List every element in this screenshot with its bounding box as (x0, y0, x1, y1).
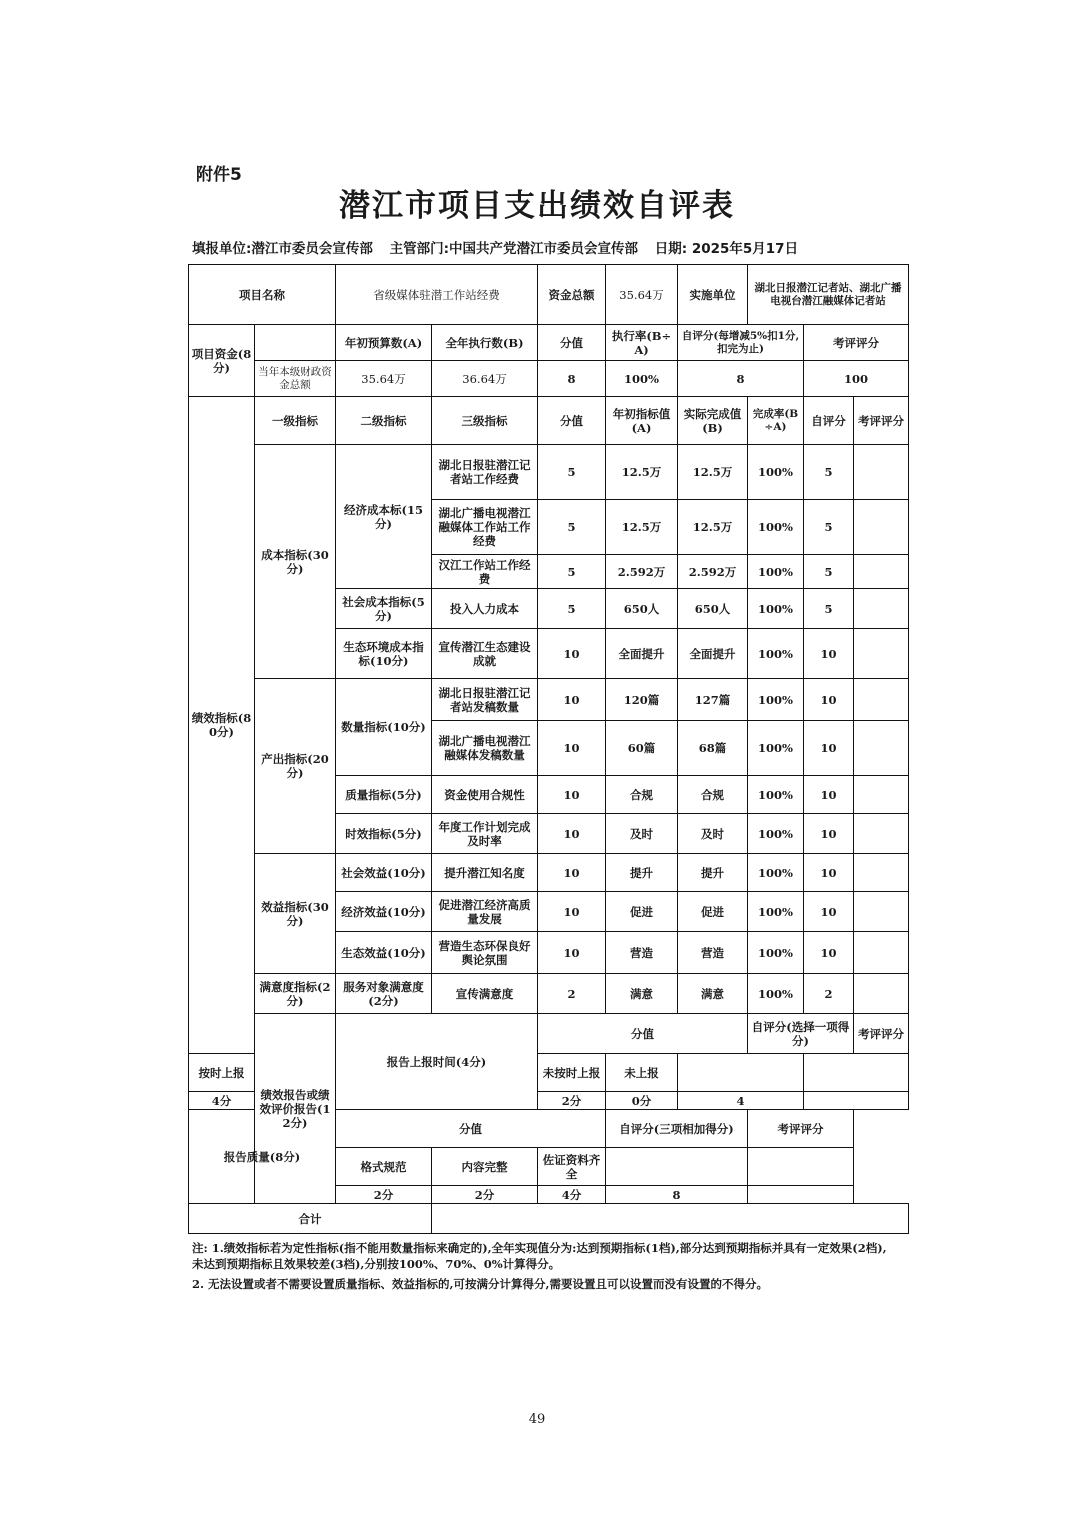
self-cell: 10 (804, 721, 854, 776)
l1-output: 产出指标(20分) (255, 679, 336, 854)
score-cell: 10 (538, 776, 606, 814)
l2-econ-benefit: 经济效益(10分) (336, 892, 432, 932)
total-funds-value: 35.64万 (606, 265, 678, 325)
pts-on-time: 4分 (189, 1092, 255, 1110)
self-cell: 5 (804, 589, 854, 629)
target-cell: 60篇 (606, 721, 678, 776)
opt-late: 未按时上报 (538, 1054, 606, 1092)
l2-social-cost: 社会成本指标(5分) (336, 589, 432, 629)
score-cell: 5 (538, 555, 606, 589)
funds-row-label: 当年本级财政资金总额 (255, 361, 336, 397)
l3-cell: 湖北日报驻潜江记者站发稿数量 (432, 679, 538, 721)
report-quality-label: 报告质量(8分) (189, 1110, 336, 1204)
actual-cell: 12.5万 (678, 500, 748, 555)
target-cell: 提升 (606, 854, 678, 892)
funds-blank (255, 325, 336, 361)
funds-label: 项目资金(8分) (189, 325, 255, 397)
actual-cell: 营造 (678, 932, 748, 974)
funds-header-row (189, 325, 909, 361)
funds-rate: 100% (606, 361, 678, 397)
opt-on-time: 按时上报 (189, 1054, 255, 1092)
report-label: 绩效报告或绩效评价报告(12分) (255, 1014, 336, 1204)
target-cell: 2.592万 (606, 555, 678, 589)
quality-score-label: 分值 (336, 1110, 606, 1148)
l2-eco-cost: 生态环境成本指标(10分) (336, 629, 432, 679)
rate-cell: 100% (748, 589, 804, 629)
pts-format: 2分 (336, 1186, 432, 1204)
table-row (189, 679, 909, 721)
actual-cell: 满意 (678, 974, 748, 1014)
total-row (189, 1204, 909, 1234)
pts-late: 2分 (538, 1092, 606, 1110)
rate-cell: 100% (748, 445, 804, 500)
review-cell (854, 445, 909, 500)
rate-cell: 100% (748, 679, 804, 721)
l1-cost: 成本指标(30分) (255, 445, 336, 679)
target-cell: 120篇 (606, 679, 678, 721)
l1-benefit: 效益指标(30分) (255, 854, 336, 974)
actual-cell: 促进 (678, 892, 748, 932)
rate-cell: 100% (748, 974, 804, 1014)
perf-label: 绩效指标(80分) (189, 397, 255, 1054)
l2-quantity: 数量指标(10分) (336, 679, 432, 776)
perf-header-row (189, 397, 909, 445)
time-review-score (804, 1092, 909, 1110)
review-cell (854, 814, 909, 854)
target-cell: 650人 (606, 589, 678, 629)
l1-satisfaction: 满意度指标(2分) (255, 974, 336, 1014)
score-cell: 10 (538, 679, 606, 721)
funds-data-row (189, 361, 909, 397)
total-label: 合计 (189, 1204, 432, 1234)
funds-h-score: 分值 (538, 325, 606, 361)
time-self-score: 4 (678, 1092, 804, 1110)
time-review-blank (804, 1054, 909, 1092)
score-cell: 10 (538, 814, 606, 854)
funds-h-self: 自评分(每增减5%扣1分,扣完为止) (678, 325, 804, 361)
actual-cell: 68篇 (678, 721, 748, 776)
funds-budget: 35.64万 (336, 361, 432, 397)
l3-cell: 湖北广播电视潜江融媒体工作站工作经费 (432, 500, 538, 555)
quality-review-blank (748, 1148, 854, 1186)
funds-exec: 36.64万 (432, 361, 538, 397)
perf-h-score: 分值 (538, 397, 606, 445)
perf-h-actual: 实际完成值(B) (678, 397, 748, 445)
l3-cell: 汉江工作站工作经费 (432, 555, 538, 589)
table-row (189, 974, 909, 1014)
score-cell: 5 (538, 445, 606, 500)
perf-h-l2: 二级指标 (336, 397, 432, 445)
target-cell: 及时 (606, 814, 678, 854)
score-cell: 5 (538, 500, 606, 555)
review-cell (854, 500, 909, 555)
l2-eco-benefit: 生态效益(10分) (336, 932, 432, 974)
project-name-value: 省级媒体驻潜工作站经费 (336, 265, 538, 325)
rate-cell: 100% (748, 629, 804, 679)
report-score-label: 分值 (538, 1014, 748, 1054)
pts-content: 2分 (432, 1186, 538, 1204)
fill-info (192, 237, 810, 257)
quality-self-sum: 自评分(三项相加得分) (606, 1110, 748, 1148)
table-row (189, 445, 909, 500)
actual-cell: 127篇 (678, 679, 748, 721)
opt-format: 格式规范 (336, 1148, 432, 1186)
self-cell: 10 (804, 814, 854, 854)
funds-h-rate: 执行率(B÷A) (606, 325, 678, 361)
actual-cell: 全面提升 (678, 629, 748, 679)
l3-cell: 湖北广播电视潜江融媒体发稿数量 (432, 721, 538, 776)
funds-review: 100 (804, 361, 909, 397)
pts-evidence: 4分 (538, 1186, 606, 1204)
self-cell: 10 (804, 892, 854, 932)
funds-h-review: 考评评分 (804, 325, 909, 361)
l2-social-benefit: 社会效益(10分) (336, 854, 432, 892)
target-cell: 12.5万 (606, 500, 678, 555)
report-time-header (189, 1014, 909, 1054)
self-cell: 10 (804, 776, 854, 814)
l3-cell: 促进潜江经济高质量发展 (432, 892, 538, 932)
self-cell: 5 (804, 555, 854, 589)
actual-cell: 提升 (678, 854, 748, 892)
target-cell: 合规 (606, 776, 678, 814)
l3-cell: 宣传满意度 (432, 974, 538, 1014)
report-review: 考评评分 (854, 1014, 909, 1054)
funds-h-budget: 年初预算数(A) (336, 325, 432, 361)
page-title: 潜江市项目支出绩效自评表 (339, 188, 735, 224)
funds-self: 8 (678, 361, 804, 397)
rate-cell: 100% (748, 721, 804, 776)
fill-unit: 填报单位:潜江市委员会宣传部 (192, 241, 373, 257)
l3-cell: 年度工作计划完成及时率 (432, 814, 538, 854)
actual-cell: 及时 (678, 814, 748, 854)
target-cell: 全面提升 (606, 629, 678, 679)
quality-self-score: 8 (606, 1186, 748, 1204)
actual-cell: 合规 (678, 776, 748, 814)
opt-content: 内容完整 (432, 1148, 538, 1186)
quality-self-blank (606, 1148, 748, 1186)
review-cell (854, 555, 909, 589)
total-funds-label: 资金总额 (538, 265, 606, 325)
perf-h-l1: 一级指标 (255, 397, 336, 445)
score-cell: 10 (538, 892, 606, 932)
score-cell: 5 (538, 589, 606, 629)
self-cell: 10 (804, 679, 854, 721)
target-cell: 满意 (606, 974, 678, 1014)
pts-none: 0分 (606, 1092, 678, 1110)
score-cell: 2 (538, 974, 606, 1014)
quality-review-score (748, 1186, 854, 1204)
review-cell (854, 974, 909, 1014)
self-cell: 5 (804, 500, 854, 555)
self-cell: 10 (804, 854, 854, 892)
review-cell (854, 776, 909, 814)
quality-review: 考评评分 (748, 1110, 854, 1148)
attachment-label: 附件5 (196, 165, 242, 185)
impl-unit-label: 实施单位 (678, 265, 748, 325)
table-row (189, 854, 909, 892)
actual-cell: 12.5万 (678, 445, 748, 500)
project-name-label: 项目名称 (189, 265, 336, 325)
rate-cell: 100% (748, 854, 804, 892)
total-value (432, 1204, 909, 1234)
note-2: 2. 无法设置或者不需要设置质量指标、效益指标的,可按满分计算得分,需要设置且可以设置而没有设置的不得分。 (192, 1277, 769, 1291)
l3-cell: 宣传潜江生态建设成就 (432, 629, 538, 679)
perf-h-rate: 完成率(B÷A) (748, 397, 804, 445)
perf-h-target: 年初指标值(A) (606, 397, 678, 445)
review-cell (854, 589, 909, 629)
l2-timeliness: 时效指标(5分) (336, 814, 432, 854)
review-cell (854, 679, 909, 721)
evaluation-table (188, 264, 909, 1234)
project-row (189, 265, 909, 325)
report-time-label: 报告上报时间(4分) (336, 1014, 538, 1110)
notes (192, 1240, 894, 1296)
rate-cell: 100% (748, 776, 804, 814)
note-1: 注: 1.绩效指标若为定性指标(指不能用数量指标来确定的),全年实现值分为:达到预期指标(1档),部分达到预期指标并具有一定效果(2档),未达到预期指标且效果较差(3档),分别按100%、70%、0%计算得分。 (192, 1241, 887, 1271)
l2-quality: 质量指标(5分) (336, 776, 432, 814)
target-cell: 12.5万 (606, 445, 678, 500)
fill-date: 日期: 2025年5月17日 (654, 241, 799, 257)
l3-cell: 湖北日报驻潜江记者站工作经费 (432, 445, 538, 500)
self-cell: 10 (804, 629, 854, 679)
score-cell: 10 (538, 854, 606, 892)
supervisor-dept: 主管部门:中国共产党潜江市委员会宣传部 (389, 241, 639, 257)
l2-service: 服务对象满意度(2分) (336, 974, 432, 1014)
l3-cell: 提升潜江知名度 (432, 854, 538, 892)
perf-h-l3: 三级指标 (432, 397, 538, 445)
rate-cell: 100% (748, 555, 804, 589)
rate-cell: 100% (748, 500, 804, 555)
funds-score: 8 (538, 361, 606, 397)
target-cell: 营造 (606, 932, 678, 974)
review-cell (854, 629, 909, 679)
self-cell: 2 (804, 974, 854, 1014)
rate-cell: 100% (748, 814, 804, 854)
review-cell (854, 721, 909, 776)
time-self-blank (678, 1054, 804, 1092)
score-cell: 10 (538, 932, 606, 974)
opt-evidence: 佐证资料齐全 (538, 1148, 606, 1186)
review-cell (854, 854, 909, 892)
opt-none: 未上报 (606, 1054, 678, 1092)
report-self-choose: 自评分(选择一项得分) (748, 1014, 854, 1054)
rate-cell: 100% (748, 932, 804, 974)
funds-h-exec: 全年执行数(B) (432, 325, 538, 361)
l3-cell: 投入人力成本 (432, 589, 538, 629)
l3-cell: 营造生态环保良好舆论氛围 (432, 932, 538, 974)
l3-cell: 资金使用合规性 (432, 776, 538, 814)
l2-econ-cost: 经济成本标(15分) (336, 445, 432, 589)
perf-h-review: 考评评分 (854, 397, 909, 445)
actual-cell: 650人 (678, 589, 748, 629)
review-cell (854, 932, 909, 974)
rate-cell: 100% (748, 892, 804, 932)
self-cell: 5 (804, 445, 854, 500)
target-cell: 促进 (606, 892, 678, 932)
impl-unit-value: 湖北日报潜江记者站、湖北广播电视台潜江融媒体记者站 (748, 265, 909, 325)
score-cell: 10 (538, 629, 606, 679)
page-number: 49 (528, 1412, 546, 1427)
review-cell (854, 892, 909, 932)
perf-h-self: 自评分 (804, 397, 854, 445)
self-cell: 10 (804, 932, 854, 974)
score-cell: 10 (538, 721, 606, 776)
actual-cell: 2.592万 (678, 555, 748, 589)
